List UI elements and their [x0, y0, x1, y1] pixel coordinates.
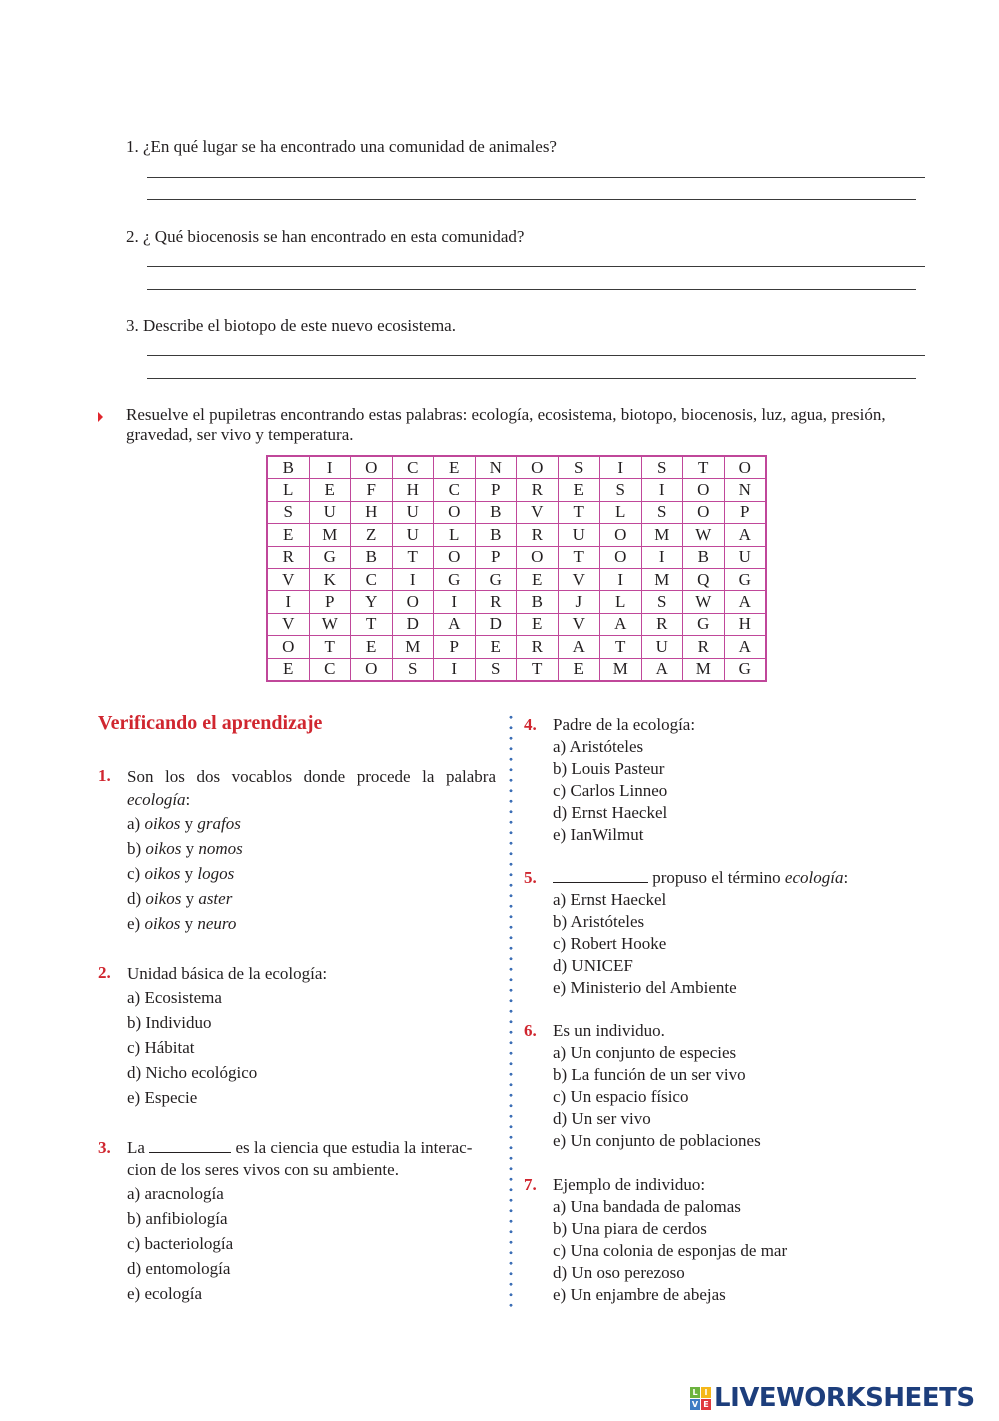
- question-text: Describe el biotopo de este nuevo ecosistema.: [143, 316, 456, 335]
- logo-text: LIVEWORKSHEETS: [714, 1383, 975, 1413]
- grid-cell[interactable]: A: [641, 658, 683, 681]
- column-divider: [509, 712, 513, 1308]
- fill-blank[interactable]: [149, 1138, 231, 1153]
- grid-cell[interactable]: V: [267, 568, 309, 590]
- grid-cell[interactable]: D: [475, 613, 517, 635]
- grid-cell[interactable]: Y: [351, 591, 393, 613]
- grid-cell[interactable]: D: [392, 613, 434, 635]
- grid-cell[interactable]: Z: [351, 524, 393, 546]
- option-c[interactable]: c) Carlos Linneo: [553, 781, 668, 800]
- grid-row: [267, 658, 766, 681]
- answer-line[interactable]: [147, 378, 916, 379]
- grid-cell[interactable]: T: [558, 501, 600, 523]
- grid-cell[interactable]: E: [517, 568, 559, 590]
- grid-cell[interactable]: S: [475, 658, 517, 681]
- grid-cell[interactable]: G: [309, 546, 351, 568]
- question-stem: Padre de la ecología:: [553, 715, 696, 734]
- grid-cell[interactable]: O: [351, 456, 393, 479]
- grid-row: [267, 456, 766, 479]
- question-stem: Ejemplo de individuo:: [553, 1175, 706, 1194]
- mc-question-2: [98, 962, 327, 1110]
- grid-cell[interactable]: C: [434, 479, 476, 501]
- option-b[interactable]: b) Louis Pasteur: [553, 759, 665, 778]
- grid-cell[interactable]: H: [351, 501, 393, 523]
- question-1-prompt: [126, 137, 557, 157]
- logo-letter: E: [701, 1399, 711, 1410]
- grid-cell[interactable]: R: [475, 591, 517, 613]
- option-d[interactable]: d) UNICEF: [553, 956, 633, 975]
- grid-cell[interactable]: W: [683, 591, 725, 613]
- grid-cell[interactable]: W: [683, 524, 725, 546]
- option-a[interactable]: a) Ernst Haeckel: [553, 890, 667, 909]
- option-e[interactable]: e) IanWilmut: [553, 825, 644, 844]
- bullet-icon: [98, 412, 103, 422]
- grid-cell[interactable]: O: [392, 591, 434, 613]
- option-a[interactable]: a) Aristóteles: [553, 737, 644, 756]
- grid-cell[interactable]: P: [309, 591, 351, 613]
- grid-cell[interactable]: A: [724, 524, 766, 546]
- option-b[interactable]: b) oikos y nomos: [127, 839, 243, 858]
- grid-cell[interactable]: S: [641, 501, 683, 523]
- option-c[interactable]: c) bacteriología: [127, 1234, 234, 1253]
- grid-cell[interactable]: E: [434, 456, 476, 479]
- grid-cell[interactable]: G: [475, 568, 517, 590]
- grid-cell[interactable]: R: [267, 546, 309, 568]
- answer-line[interactable]: [147, 199, 916, 200]
- grid-cell[interactable]: O: [351, 658, 393, 681]
- option-b[interactable]: b) anfibiología: [127, 1209, 228, 1228]
- grid-cell[interactable]: B: [267, 456, 309, 479]
- grid-cell[interactable]: P: [475, 546, 517, 568]
- grid-cell[interactable]: V: [267, 613, 309, 635]
- grid-cell[interactable]: O: [600, 524, 642, 546]
- option-c[interactable]: c) oikos y logos: [127, 864, 235, 883]
- grid-cell[interactable]: S: [392, 658, 434, 681]
- option-e[interactable]: e) Ministerio del Ambiente: [553, 978, 737, 997]
- answer-line[interactable]: [147, 289, 916, 290]
- grid-cell[interactable]: A: [558, 636, 600, 658]
- question-stem: Son los dos vocablos donde procede la palabra: [127, 767, 496, 786]
- option-b[interactable]: b) La función de un ser vivo: [553, 1065, 746, 1084]
- answer-line[interactable]: [147, 177, 925, 178]
- question-stem: Unidad básica de la ecología:: [127, 964, 328, 983]
- option-a[interactable]: a) oikos y grafos: [127, 814, 241, 833]
- grid-cell[interactable]: T: [392, 546, 434, 568]
- grid-cell[interactable]: E: [558, 658, 600, 681]
- grid-cell[interactable]: R: [683, 636, 725, 658]
- grid-cell[interactable]: P: [724, 501, 766, 523]
- grid-cell[interactable]: S: [600, 479, 642, 501]
- grid-cell[interactable]: S: [267, 501, 309, 523]
- grid-cell[interactable]: U: [641, 636, 683, 658]
- option-d[interactable]: d) Ernst Haeckel: [553, 803, 668, 822]
- grid-cell[interactable]: B: [517, 591, 559, 613]
- mc-question-6: [524, 1020, 761, 1152]
- grid-cell[interactable]: E: [517, 613, 559, 635]
- grid-cell[interactable]: R: [641, 613, 683, 635]
- grid-cell[interactable]: O: [267, 636, 309, 658]
- grid-cell[interactable]: B: [683, 546, 725, 568]
- grid-cell[interactable]: O: [724, 456, 766, 479]
- grid-cell[interactable]: U: [724, 546, 766, 568]
- grid-cell[interactable]: E: [558, 479, 600, 501]
- question-stem: Es un individuo.: [553, 1021, 665, 1040]
- grid-cell[interactable]: B: [351, 546, 393, 568]
- question-number: 3.: [126, 316, 139, 335]
- grid-row: [267, 613, 766, 635]
- grid-cell[interactable]: P: [475, 479, 517, 501]
- mc-question-1: [98, 765, 496, 936]
- grid-row: [267, 568, 766, 590]
- question-stem: propuso el término ecología:: [553, 867, 848, 889]
- grid-cell[interactable]: T: [309, 636, 351, 658]
- fill-blank[interactable]: [553, 868, 648, 883]
- mc-question-3: [98, 1137, 472, 1306]
- option-a[interactable]: a) aracnología: [127, 1184, 224, 1203]
- word-search-grid: [266, 455, 767, 682]
- grid-cell[interactable]: T: [683, 456, 725, 479]
- option-d[interactable]: d) Nicho ecológico: [127, 1063, 258, 1082]
- grid-cell[interactable]: B: [475, 501, 517, 523]
- grid-row: [267, 524, 766, 546]
- grid-cell[interactable]: A: [434, 613, 476, 635]
- mc-question-4: [524, 714, 695, 846]
- option-e[interactable]: e) Un conjunto de poblaciones: [553, 1131, 761, 1150]
- grid-cell[interactable]: T: [517, 658, 559, 681]
- grid-cell[interactable]: O: [434, 501, 476, 523]
- liveworksheets-logo[interactable]: [690, 1383, 975, 1413]
- word-search-instruction: Resuelve el pupiletras encontrando estas palabras: ecología, ecosistema, biotopo, biocenosis, luz, agua, presión, gravedad, ser vivo y temperatura.: [126, 405, 886, 444]
- option-c[interactable]: c) Robert Hooke: [553, 934, 667, 953]
- option-c[interactable]: c) Hábitat: [127, 1038, 195, 1057]
- question-number: 1.: [98, 766, 111, 785]
- grid-cell[interactable]: N: [475, 456, 517, 479]
- grid-cell[interactable]: I: [434, 591, 476, 613]
- question-3-prompt: [126, 316, 456, 336]
- option-d[interactable]: d) Un oso perezoso: [553, 1263, 685, 1282]
- grid-cell[interactable]: I: [392, 568, 434, 590]
- option-e[interactable]: e) Especie: [127, 1088, 198, 1107]
- grid-cell[interactable]: S: [558, 456, 600, 479]
- mc-question-7: [524, 1174, 787, 1306]
- grid-cell[interactable]: A: [724, 591, 766, 613]
- question-number: 5.: [524, 868, 537, 887]
- grid-cell[interactable]: I: [600, 568, 642, 590]
- grid-cell[interactable]: E: [351, 636, 393, 658]
- grid-cell[interactable]: M: [641, 568, 683, 590]
- mc-question-5: [524, 867, 848, 999]
- question-stem-cont: ecología:: [127, 790, 191, 809]
- grid-cell[interactable]: Q: [683, 568, 725, 590]
- grid-cell[interactable]: O: [517, 546, 559, 568]
- grid-cell[interactable]: H: [724, 613, 766, 635]
- grid-cell[interactable]: B: [475, 524, 517, 546]
- answer-line[interactable]: [147, 355, 925, 356]
- grid-cell[interactable]: I: [600, 456, 642, 479]
- grid-cell[interactable]: H: [392, 479, 434, 501]
- grid-cell[interactable]: P: [434, 636, 476, 658]
- grid-cell[interactable]: M: [392, 636, 434, 658]
- grid-cell[interactable]: S: [641, 456, 683, 479]
- grid-cell[interactable]: V: [558, 568, 600, 590]
- logo-letter: L: [690, 1387, 700, 1398]
- grid-cell[interactable]: U: [392, 501, 434, 523]
- grid-cell[interactable]: N: [724, 479, 766, 501]
- option-d[interactable]: d) oikos y aster: [127, 889, 233, 908]
- grid-cell[interactable]: A: [600, 613, 642, 635]
- option-d[interactable]: d) Un ser vivo: [553, 1109, 651, 1128]
- option-e[interactable]: e) oikos y neuro: [127, 914, 237, 933]
- grid-cell[interactable]: R: [517, 479, 559, 501]
- question-stem-cont: cion de los seres vivos con su ambiente.: [127, 1160, 399, 1179]
- grid-cell[interactable]: I: [641, 546, 683, 568]
- grid-cell[interactable]: J: [558, 591, 600, 613]
- grid-cell[interactable]: M: [641, 524, 683, 546]
- grid-cell[interactable]: W: [309, 613, 351, 635]
- grid-cell[interactable]: O: [600, 546, 642, 568]
- grid-cell[interactable]: U: [309, 501, 351, 523]
- logo-letter: V: [691, 1399, 699, 1409]
- grid-row: [267, 479, 766, 501]
- question-number: 1.: [126, 137, 139, 156]
- grid-cell[interactable]: O: [517, 456, 559, 479]
- option-c[interactable]: c) Una colonia de esponjas de mar: [553, 1241, 788, 1260]
- grid-cell[interactable]: L: [434, 524, 476, 546]
- question-stem: La es la ciencia que estudia la interac-: [127, 1138, 473, 1157]
- question-number: 6.: [524, 1021, 537, 1040]
- option-e[interactable]: e) ecología: [127, 1284, 203, 1303]
- grid-cell[interactable]: U: [558, 524, 600, 546]
- question-number: 4.: [524, 715, 537, 734]
- option-a[interactable]: a) Una bandada de palomas: [553, 1197, 741, 1216]
- grid-cell[interactable]: S: [641, 591, 683, 613]
- grid-cell[interactable]: T: [558, 546, 600, 568]
- grid-cell[interactable]: O: [434, 546, 476, 568]
- option-a[interactable]: a) Ecosistema: [127, 988, 222, 1007]
- grid-cell[interactable]: E: [309, 479, 351, 501]
- question-number: 3.: [98, 1138, 111, 1157]
- question-number: 2.: [98, 963, 111, 982]
- grid-cell[interactable]: G: [434, 568, 476, 590]
- grid-cell[interactable]: C: [309, 658, 351, 681]
- grid-cell[interactable]: L: [600, 591, 642, 613]
- grid-cell[interactable]: F: [351, 479, 393, 501]
- grid-cell[interactable]: V: [558, 613, 600, 635]
- grid-cell[interactable]: L: [600, 501, 642, 523]
- question-text: ¿ Qué biocenosis se han encontrado en esta comunidad?: [143, 227, 525, 246]
- grid-cell[interactable]: T: [600, 636, 642, 658]
- option-a[interactable]: a) Un conjunto de especies: [553, 1043, 737, 1062]
- logo-letter: I: [701, 1387, 711, 1398]
- grid-cell[interactable]: C: [392, 456, 434, 479]
- answer-line[interactable]: [147, 266, 925, 267]
- grid-cell[interactable]: R: [517, 524, 559, 546]
- option-b[interactable]: b) Aristóteles: [553, 912, 645, 931]
- grid-row: [267, 591, 766, 613]
- option-c[interactable]: c) Un espacio físico: [553, 1087, 689, 1106]
- grid-row: [267, 501, 766, 523]
- grid-cell[interactable]: R: [517, 636, 559, 658]
- option-b[interactable]: b) Individuo: [127, 1013, 212, 1032]
- grid-cell[interactable]: I: [309, 456, 351, 479]
- grid-cell[interactable]: G: [724, 658, 766, 681]
- grid-cell[interactable]: E: [267, 658, 309, 681]
- grid-cell[interactable]: E: [475, 636, 517, 658]
- grid-cell[interactable]: A: [724, 636, 766, 658]
- question-number: 7.: [524, 1175, 537, 1194]
- grid-cell[interactable]: M: [309, 524, 351, 546]
- question-text: ¿En qué lugar se ha encontrado una comunidad de animales?: [143, 137, 557, 156]
- grid-cell[interactable]: V: [517, 501, 559, 523]
- grid-cell[interactable]: M: [600, 658, 642, 681]
- grid-cell[interactable]: L: [267, 479, 309, 501]
- option-d[interactable]: d) entomología: [127, 1259, 231, 1278]
- question-2-prompt: [126, 227, 524, 247]
- grid-row: [267, 546, 766, 568]
- grid-cell[interactable]: T: [351, 613, 393, 635]
- grid-cell[interactable]: U: [392, 524, 434, 546]
- grid-cell[interactable]: G: [724, 568, 766, 590]
- option-b[interactable]: b) Una piara de cerdos: [553, 1219, 707, 1238]
- question-number: 2.: [126, 227, 139, 246]
- grid-row: [267, 636, 766, 658]
- grid-cell[interactable]: O: [683, 479, 725, 501]
- grid-cell[interactable]: K: [309, 568, 351, 590]
- grid-cell[interactable]: I: [267, 591, 309, 613]
- grid-cell[interactable]: E: [267, 524, 309, 546]
- grid-cell[interactable]: I: [434, 658, 476, 681]
- grid-cell[interactable]: C: [351, 568, 393, 590]
- section-title: Verificando el aprendizaje: [98, 712, 323, 734]
- grid-cell[interactable]: I: [641, 479, 683, 501]
- grid-cell[interactable]: G: [683, 613, 725, 635]
- grid-cell[interactable]: O: [683, 501, 725, 523]
- grid-cell[interactable]: M: [683, 658, 725, 681]
- option-e[interactable]: e) Un enjambre de abejas: [553, 1285, 726, 1304]
- logo-icon: [690, 1387, 711, 1410]
